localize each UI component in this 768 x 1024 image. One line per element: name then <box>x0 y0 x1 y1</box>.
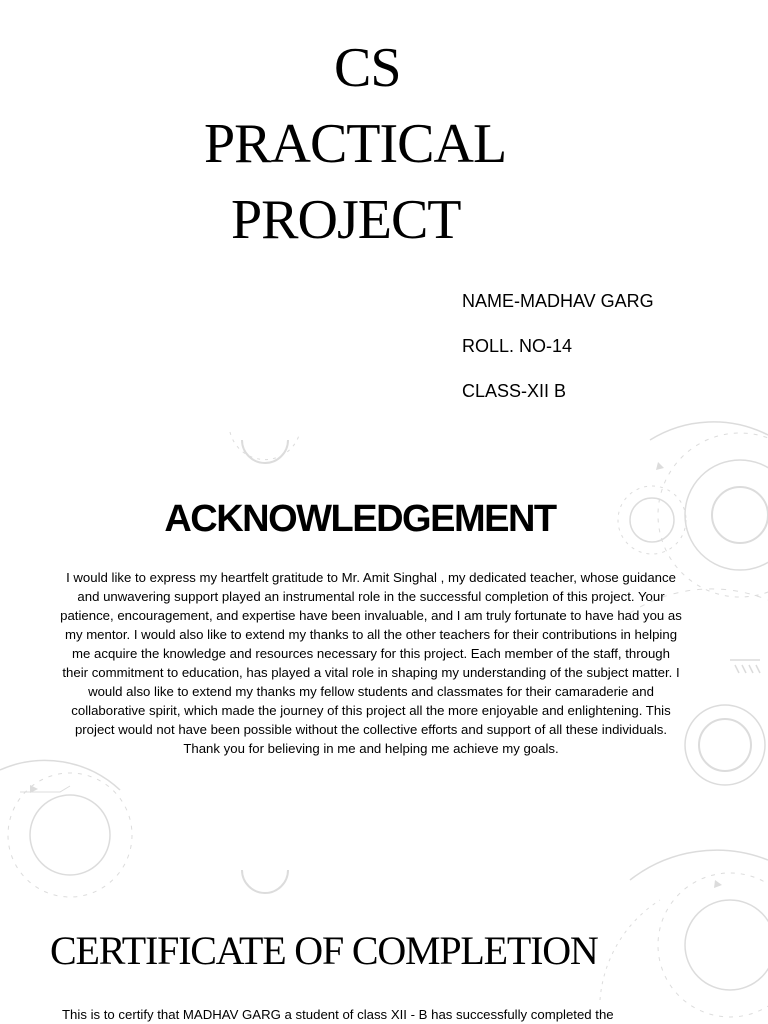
deco-circle <box>685 705 765 785</box>
deco-arc <box>630 850 768 880</box>
deco-circle <box>658 873 768 1017</box>
deco-arc <box>230 432 300 460</box>
deco-circle <box>30 795 110 875</box>
deco-ticks <box>730 660 760 673</box>
acknowledgement-body: I would like to express my heartfelt gratitude to Mr. Amit Singhal , my dedicated teacher, whose guidance and unwavering support played an instrumental role in the successful completion of this project. Your patience, encouragement, and expertise have been invaluable, and I am truly fortunate to have had you as my mentor. I would also like to extend my thanks to all the other teachers for their contributions in helping me acquire the knowledge and resources necessary for this project. Each member of the staff, through their commitment to education, has played a vital role in shaping my understanding of the subject matter. I would also like to extend my thanks my fellow students and classmates for their camaraderie and collaborative spirit, which made the journey of this project all the more enjoyable and enlightening. This project would not have been possible without the collective efforts and support of all these individuals. Thank you for believing in me and helping me achieve my goals. <box>60 570 682 756</box>
student-name: NAME-MADHAV GARG <box>462 291 654 311</box>
deco-arc <box>600 900 660 1000</box>
student-class: CLASS-XII B <box>462 381 567 401</box>
cover-title-line-3: PROJECT <box>231 189 461 251</box>
deco-circle <box>685 900 768 990</box>
deco-line <box>20 786 70 792</box>
deco-arc <box>242 440 288 463</box>
cover-title-line-2: PRACTICAL <box>204 113 507 175</box>
acknowledgement-heading: ACKNOWLEDGEMENT <box>164 498 556 540</box>
deco-arrow <box>656 462 664 470</box>
deco-arrow <box>30 785 38 793</box>
deco-circle <box>8 773 132 897</box>
student-roll-number: ROLL. NO-14 <box>462 336 573 356</box>
deco-arc <box>242 870 288 893</box>
deco-circle <box>699 719 751 771</box>
deco-arc <box>650 422 768 440</box>
certificate-body: This is to certify that MADHAV GARG a student of class XII - B has successfully completed the <box>62 1007 614 1022</box>
cover-title-line-1: CS <box>334 37 401 99</box>
deco-arrow <box>714 880 722 888</box>
deco-arc <box>0 760 120 790</box>
certificate-heading: CERTIFICATE OF COMPLETION <box>50 928 598 973</box>
deco-circle <box>712 487 768 543</box>
